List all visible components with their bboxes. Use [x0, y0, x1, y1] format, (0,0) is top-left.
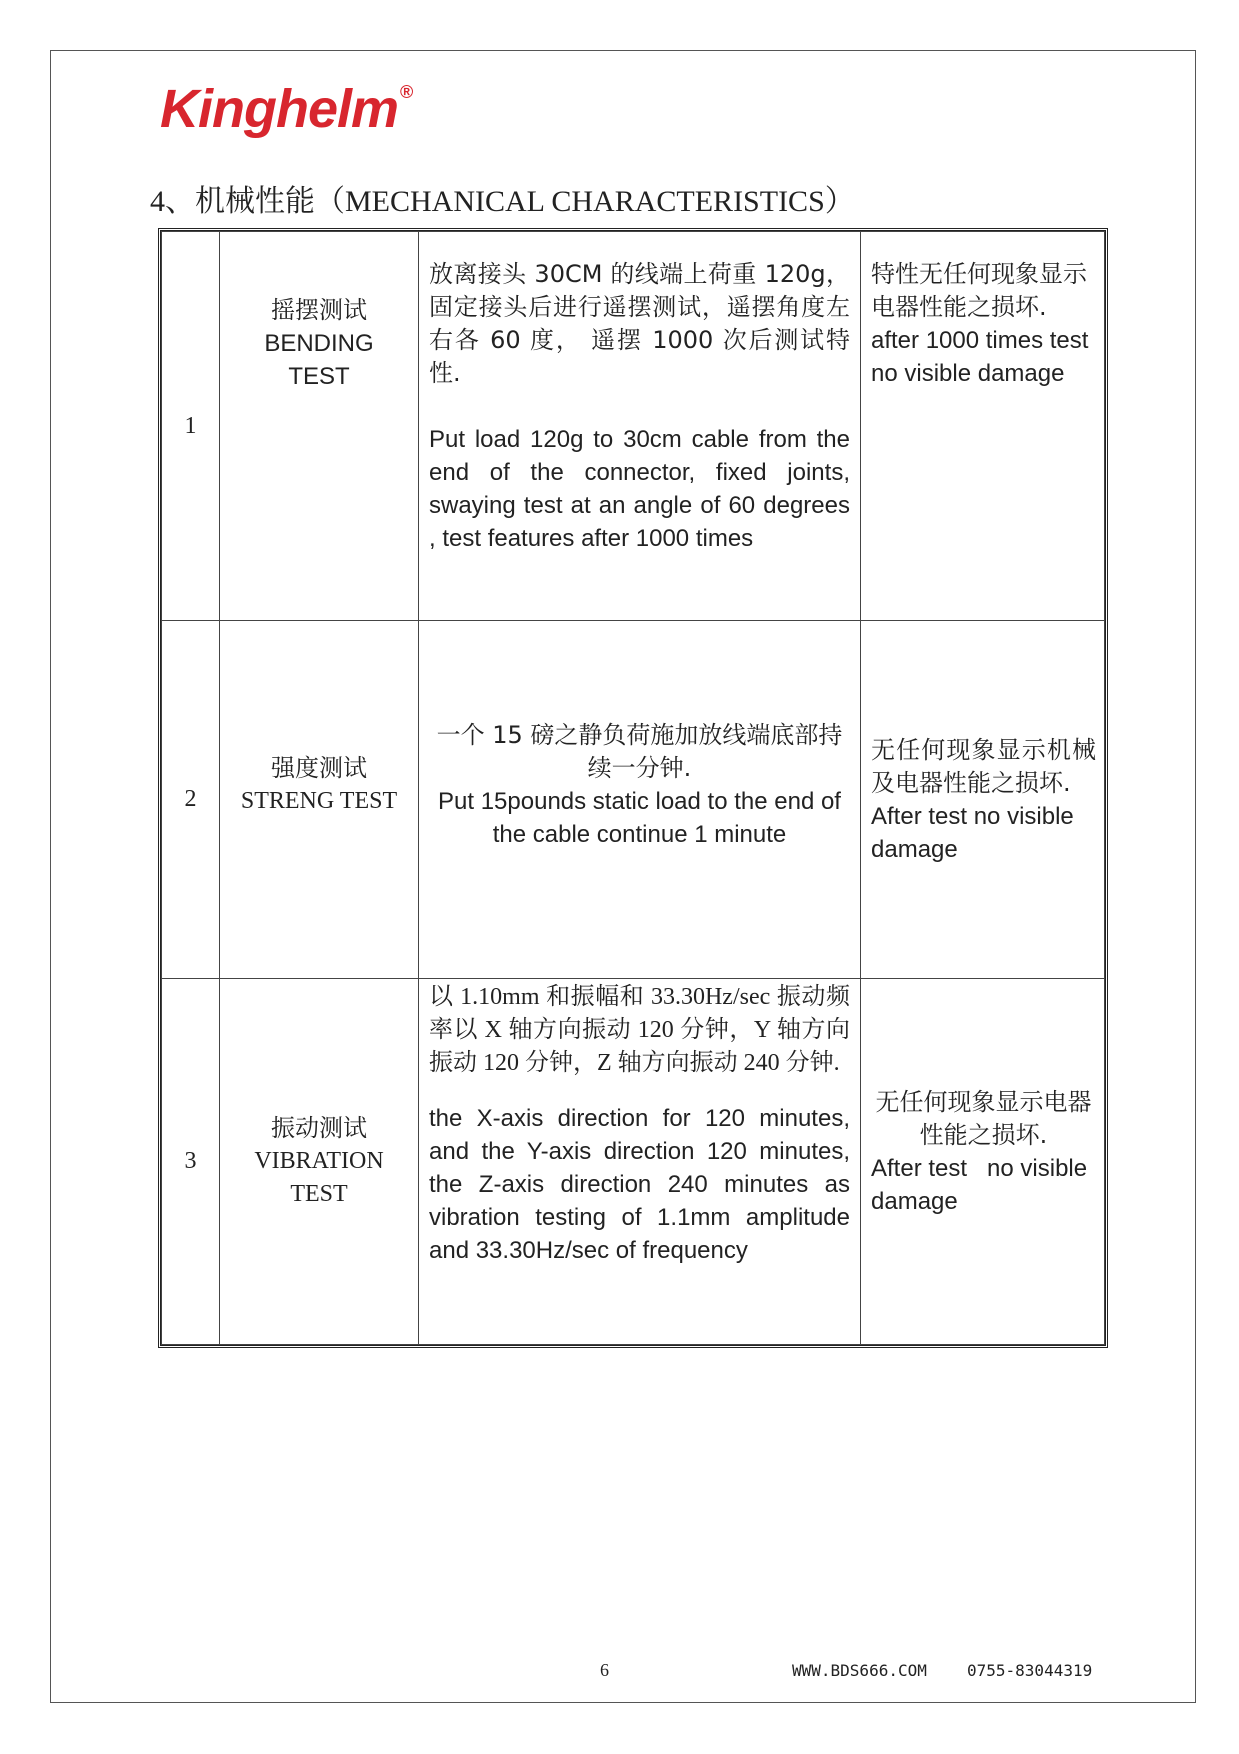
row-number: 2	[162, 621, 220, 979]
test-name-en: VIBRATION	[254, 1148, 384, 1174]
test-name-cn: 摇摆测试	[271, 296, 367, 324]
method-cn: 以 1.10mm 和振幅和 33.30Hz/sec 振动频率以 X 轴方向振动 120 分钟，Y 轴方向振动 120 分钟，Z 轴方向振动 240 分钟.	[429, 984, 850, 1076]
test-name-en: TEST	[288, 363, 350, 390]
method-cn: 放离接头 30CM 的线端上荷重 120g，固定接头后进行遥摆测试，遥摆角度左右各 60 度， 遥摆 1000 次后测试特性.	[429, 260, 850, 387]
test-method-cell	[419, 621, 861, 979]
test-name-en: BENDING	[264, 330, 374, 357]
kinghelm-logo	[160, 78, 412, 140]
row-number: 1	[162, 232, 220, 621]
test-method-cell	[419, 232, 861, 621]
logo-text: Kinghelm	[160, 79, 399, 139]
result-en: After test no visible damage	[871, 1154, 1094, 1215]
test-name-cn: 振动测试	[271, 1114, 367, 1142]
test-result-cell	[861, 979, 1105, 1345]
method-cn: 一个 15 磅之静负荷施加放线端底部持续一分钟.	[436, 720, 843, 782]
phone-number: 0755-83044319	[967, 1661, 1093, 1680]
test-name-cn: 强度测试	[271, 753, 367, 782]
method-en: the X-axis direction for 120 minutes, and the Y-axis direction 120 minutes, the Z-axis direction 240 minutes as vibration testing of 1.1mm amplitude and 33.30Hz/sec of frequency	[429, 1105, 850, 1264]
result-en: after 1000 times test no visible damage	[871, 327, 1089, 387]
section-title: 4、机械性能（MECHANICAL CHARACTERISTICS）	[150, 185, 855, 218]
table-row	[162, 621, 1105, 979]
website-link[interactable]: WWW.BDS666.COM	[792, 1661, 927, 1680]
registered-mark: ®	[400, 82, 413, 102]
test-name-en: TEST	[290, 1181, 348, 1207]
method-en: Put load 120g to 30cm cable from the end of the connector, fixed joints, swaying test at an angle of 60 degrees , test features after 1000 times	[429, 426, 850, 552]
result-cn: 特性无任何现象显示电器性能之损坏.	[871, 260, 1087, 321]
row-number: 3	[162, 979, 220, 1345]
result-cn: 无任何现象显示电器性能之损坏.	[875, 1087, 1092, 1149]
test-name-en: STRENG TEST	[240, 787, 398, 814]
table-row	[162, 232, 1105, 621]
test-name-cell	[220, 621, 419, 979]
table-row	[162, 979, 1105, 1345]
method-en: Put 15pounds static load to the end of the cable continue 1 minute	[438, 787, 841, 848]
test-result-cell	[861, 621, 1105, 979]
page-number: 6	[600, 1660, 609, 1680]
mechanical-table	[158, 228, 1108, 1348]
test-result-cell	[861, 232, 1105, 621]
test-name-cell	[220, 979, 419, 1345]
test-method-cell	[419, 979, 861, 1345]
result-en: After test no visible damage	[871, 802, 1074, 863]
result-cn: 无任何现象显示机械及电器性能之损坏.	[871, 735, 1096, 797]
test-name-cell	[220, 232, 419, 621]
